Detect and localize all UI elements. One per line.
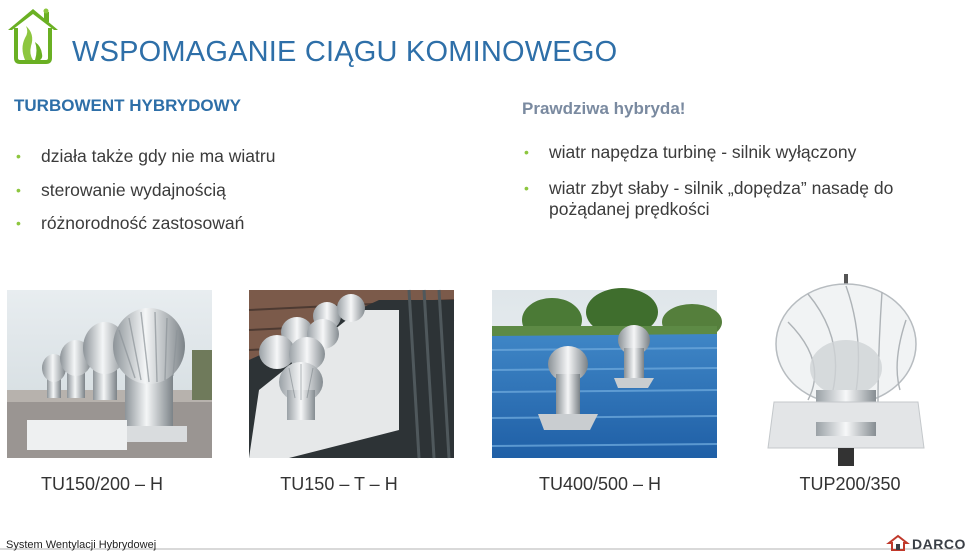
product-caption: TU150/200 – H xyxy=(40,474,164,494)
product-caption: TU150 – T – H xyxy=(280,474,398,494)
product-photo-tup200-350 xyxy=(768,272,924,468)
list-item: • wiatr napędza turbinę - silnik wyłączony xyxy=(520,142,940,163)
product-photo-tu150-t-h xyxy=(249,290,454,458)
product-photo-tu150-200-h xyxy=(7,290,212,458)
product-caption: TU400/500 – H xyxy=(538,474,662,494)
company-logo-icon xyxy=(4,4,62,66)
list-item: • różnorodność zastosowań xyxy=(12,213,472,234)
brand-name: DARCO xyxy=(912,536,966,552)
product-caption: TUP200/350 xyxy=(799,474,901,494)
right-heading: Prawdziwa hybryda! xyxy=(522,99,686,118)
list-item: • sterowanie wydajnością xyxy=(12,180,472,201)
list-item: • działa także gdy nie ma wiatru xyxy=(12,146,472,167)
left-bullet-list xyxy=(12,146,472,247)
list-item: • wiatr zbyt słaby - silnik „dopędza” nasadę do pożądanej prędkości xyxy=(520,178,940,220)
darco-house-icon xyxy=(888,535,908,551)
product-photo-tu400-500-h xyxy=(492,290,717,458)
left-heading: TURBOWENT HYBRYDOWY xyxy=(14,96,241,115)
footer-text: System Wentylacji Hybrydowej xyxy=(6,539,157,551)
right-bullet-list xyxy=(520,142,940,235)
slide-title: WSPOMAGANIE CIĄGU KOMINOWEGO xyxy=(72,36,618,68)
